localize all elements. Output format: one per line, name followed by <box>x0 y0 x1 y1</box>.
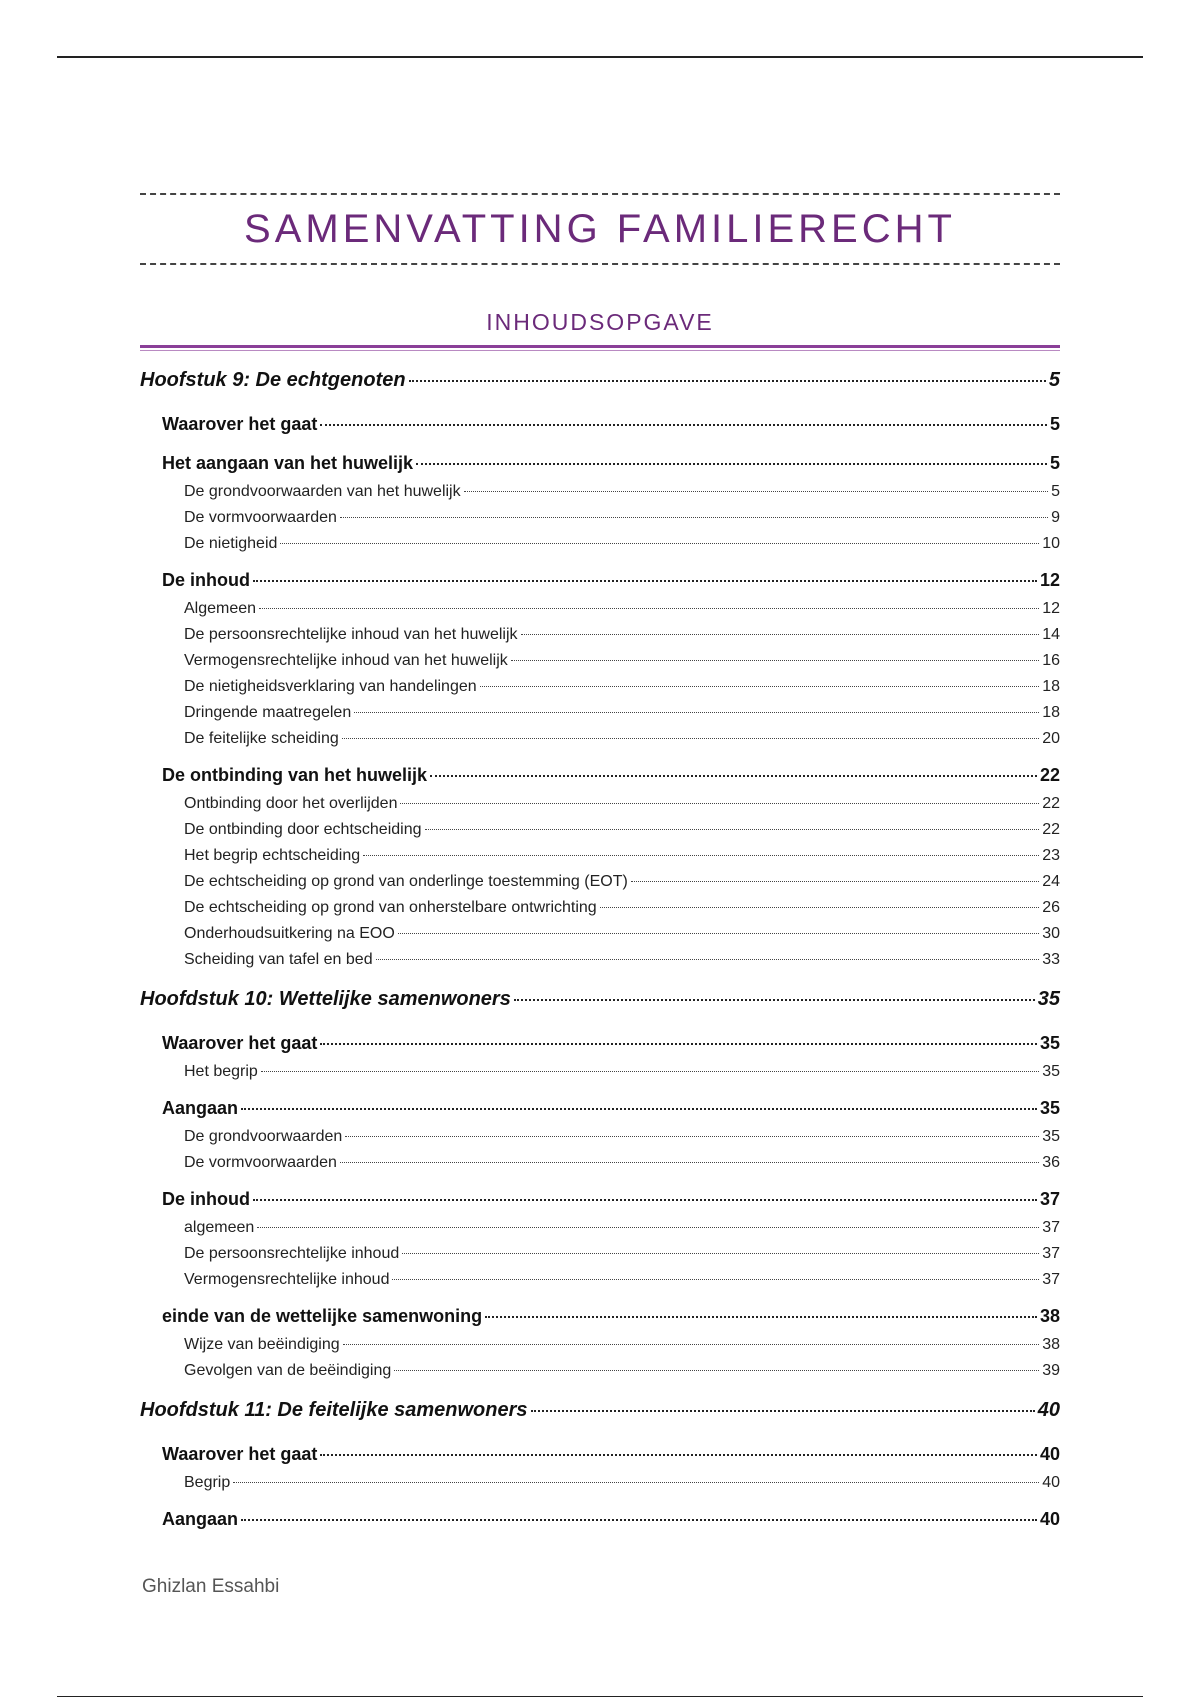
toc-entry-level-2[interactable] <box>140 1509 1060 1539</box>
toc-dot-leader <box>253 580 1037 582</box>
toc-entry-level-3[interactable] <box>140 795 1060 821</box>
toc-entry-page-number: 12 <box>1042 600 1060 617</box>
toc-dot-leader <box>376 959 1040 960</box>
author-name: Ghizlan Essahbi <box>142 1576 280 1597</box>
toc-entry-page-number: 36 <box>1042 1154 1060 1171</box>
toc-entry-page-number: 23 <box>1042 847 1060 864</box>
toc-entry-page-number: 39 <box>1042 1362 1060 1379</box>
toc-dot-leader <box>480 686 1040 687</box>
toc-entry-label: Dringende maatregelen <box>184 704 352 721</box>
toc-entry-level-1[interactable] <box>140 988 1060 1024</box>
toc-entry-label: De nietigheid <box>184 535 278 552</box>
toc-entry-label: De nietigheidsverklaring van handelingen <box>184 678 477 695</box>
toc-entry-level-3[interactable] <box>140 1063 1060 1089</box>
toc-entry-page-number: 22 <box>1039 765 1060 785</box>
toc-dot-leader <box>259 608 1039 609</box>
toc-dot-leader <box>340 1162 1039 1163</box>
toc-entry-label: De grondvoorwaarden <box>184 1128 343 1145</box>
toc-dot-leader <box>402 1253 1039 1254</box>
toc-entry-label: Het aangaan van het huwelijk <box>162 453 414 473</box>
toc-entry-level-2[interactable] <box>140 1444 1060 1474</box>
toc-dot-leader <box>261 1071 1039 1072</box>
toc-entry-level-2[interactable] <box>140 765 1060 795</box>
toc-dot-leader <box>511 660 1039 661</box>
toc-entry-level-3[interactable] <box>140 652 1060 678</box>
table-of-contents <box>140 369 1060 1539</box>
toc-entry-page-number: 22 <box>1042 821 1060 838</box>
toc-entry-label: De inhoud <box>162 1189 250 1209</box>
toc-entry-page-number: 37 <box>1042 1219 1060 1236</box>
toc-entry-page-number: 5 <box>1051 483 1060 500</box>
toc-entry-page-number: 35 <box>1042 1128 1060 1145</box>
toc-entry-page-number: 9 <box>1051 509 1060 526</box>
toc-entry-label: Algemeen <box>184 600 257 617</box>
toc-entry-level-1[interactable] <box>140 1399 1060 1435</box>
toc-entry-page-number: 5 <box>1049 414 1060 434</box>
toc-dot-leader <box>485 1316 1037 1318</box>
toc-entry-label: Waarover het gaat <box>162 1444 318 1464</box>
toc-dot-leader <box>409 380 1046 382</box>
toc-entry-page-number: 40 <box>1039 1509 1060 1529</box>
toc-dot-leader <box>514 999 1035 1001</box>
toc-heading <box>140 309 1060 336</box>
toc-entry-label: Aangaan <box>162 1098 239 1118</box>
toc-entry-label: algemeen <box>184 1219 255 1236</box>
toc-entry-page-number: 35 <box>1039 1033 1060 1053</box>
toc-entry-label: Onderhoudsuitkering na EOO <box>184 925 395 942</box>
toc-entry-label: Hoofdstuk 10: Wettelijke samenwoners <box>140 988 511 1010</box>
toc-entry-page-number: 26 <box>1042 899 1060 916</box>
toc-entry-label: De feitelijke scheiding <box>184 730 339 747</box>
toc-entry-label: De grondvoorwaarden van het huwelijk <box>184 483 461 500</box>
toc-entry-label: Waarover het gaat <box>162 1033 318 1053</box>
toc-entry-level-3[interactable] <box>140 951 1060 977</box>
toc-entry-label: Scheiding van tafel en bed <box>184 951 373 968</box>
toc-entry-label: De inhoud <box>162 570 250 590</box>
toc-entry-level-3[interactable] <box>140 1245 1060 1271</box>
toc-dot-leader <box>320 1454 1037 1456</box>
toc-entry-level-2[interactable] <box>140 414 1060 444</box>
toc-entry-level-3[interactable] <box>140 1219 1060 1245</box>
toc-entry-page-number: 30 <box>1042 925 1060 942</box>
toc-dot-leader <box>363 855 1039 856</box>
toc-entry-page-number: 24 <box>1042 873 1060 890</box>
toc-dot-leader <box>531 1410 1035 1412</box>
toc-entry-label: Begrip <box>184 1474 231 1491</box>
toc-entry-level-3[interactable] <box>140 847 1060 873</box>
page-top-rule <box>57 56 1143 58</box>
toc-entry-label: De echtscheiding op grond van onderlinge toestemming (EOT) <box>184 873 628 890</box>
toc-entry-level-3[interactable] <box>140 678 1060 704</box>
toc-entry-page-number: 20 <box>1042 730 1060 747</box>
toc-entry-page-number: 35 <box>1039 1098 1060 1118</box>
toc-entry-level-2[interactable] <box>140 1306 1060 1336</box>
toc-entry-label: Vermogensrechtelijke inhoud van het huwelijk <box>184 652 508 669</box>
toc-entry-page-number: 10 <box>1042 535 1060 552</box>
document-body <box>140 193 1060 1539</box>
toc-entry-level-3[interactable] <box>140 1336 1060 1362</box>
toc-entry-page-number: 35 <box>1037 988 1060 1010</box>
toc-entry-label: De persoonsrechtelijke inhoud <box>184 1245 400 1262</box>
toc-dot-leader <box>253 1199 1037 1201</box>
toc-entry-label: De vormvoorwaarden <box>184 509 337 526</box>
toc-entry-label: Vermogensrechtelijke inhoud <box>184 1271 390 1288</box>
toc-entry-label: De ontbinding van het huwelijk <box>162 765 428 785</box>
toc-entry-level-3[interactable] <box>140 626 1060 652</box>
toc-entry-level-3[interactable] <box>140 509 1060 535</box>
toc-entry-page-number: 14 <box>1042 626 1060 643</box>
toc-entry-level-3[interactable] <box>140 600 1060 626</box>
toc-dot-leader <box>320 424 1047 426</box>
toc-entry-level-3[interactable] <box>140 483 1060 509</box>
toc-dot-leader <box>320 1043 1037 1045</box>
toc-dot-leader <box>241 1519 1037 1521</box>
toc-entry-page-number: 16 <box>1042 652 1060 669</box>
toc-entry-level-3[interactable] <box>140 730 1060 756</box>
toc-dot-leader <box>354 712 1039 713</box>
toc-entry-page-number: 38 <box>1042 1336 1060 1353</box>
toc-entry-page-number: 5 <box>1049 453 1060 473</box>
toc-entry-label: Hoofdstuk 11: De feitelijke samenwoners <box>140 1399 528 1421</box>
toc-entry-page-number: 33 <box>1042 951 1060 968</box>
toc-dot-leader <box>394 1370 1039 1371</box>
toc-entry-level-1[interactable] <box>140 369 1060 405</box>
toc-entry-level-2[interactable] <box>140 453 1060 483</box>
toc-entry-page-number: 37 <box>1042 1245 1060 1262</box>
toc-dot-leader <box>521 634 1040 635</box>
toc-entry-level-3[interactable] <box>140 821 1060 847</box>
toc-entry-page-number: 5 <box>1048 369 1060 391</box>
toc-entry-page-number: 40 <box>1039 1444 1060 1464</box>
toc-dot-leader <box>345 1136 1039 1137</box>
toc-entry-level-3[interactable] <box>140 873 1060 899</box>
toc-entry-level-3[interactable] <box>140 925 1060 951</box>
toc-entry-page-number: 22 <box>1042 795 1060 812</box>
toc-entry-page-number: 18 <box>1042 678 1060 695</box>
toc-dot-leader <box>233 1482 1039 1483</box>
toc-entry-level-3[interactable] <box>140 1271 1060 1297</box>
toc-entry-label: Gevolgen van de beëindiging <box>184 1362 392 1379</box>
toc-dot-leader <box>257 1227 1039 1228</box>
toc-dot-leader <box>430 775 1037 777</box>
toc-dot-leader <box>400 803 1039 804</box>
toc-dot-leader <box>343 1344 1040 1345</box>
toc-entry-level-3[interactable] <box>140 1362 1060 1388</box>
toc-title: INHOUDSOPGAVE <box>486 309 714 335</box>
toc-entry-page-number: 37 <box>1039 1189 1060 1209</box>
toc-entry-level-3[interactable] <box>140 535 1060 561</box>
toc-entry-label: De persoonsrechtelijke inhoud van het huwelijk <box>184 626 518 643</box>
toc-dot-leader <box>631 881 1039 882</box>
toc-dot-leader <box>416 463 1047 465</box>
toc-dot-leader <box>425 829 1040 830</box>
toc-entry-level-3[interactable] <box>140 1474 1060 1500</box>
toc-dot-leader <box>464 491 1048 492</box>
toc-entry-page-number: 40 <box>1042 1474 1060 1491</box>
toc-dot-leader <box>600 907 1040 908</box>
toc-entry-page-number: 18 <box>1042 704 1060 721</box>
toc-heading-rule <box>140 345 1060 351</box>
toc-entry-label: Hoofstuk 9: De echtgenoten <box>140 369 406 391</box>
document-title: SAMENVATTING FAMILIERECHT <box>244 206 956 251</box>
toc-entry-level-2[interactable] <box>140 1033 1060 1063</box>
toc-entry-label: Aangaan <box>162 1509 239 1529</box>
toc-entry-label: De vormvoorwaarden <box>184 1154 337 1171</box>
toc-entry-label: Ontbinding door het overlijden <box>184 795 398 812</box>
toc-dot-leader <box>342 738 1039 739</box>
toc-entry-level-3[interactable] <box>140 704 1060 730</box>
title-box <box>140 193 1060 265</box>
toc-entry-level-3[interactable] <box>140 1128 1060 1154</box>
toc-entry-page-number: 40 <box>1037 1399 1060 1421</box>
toc-entry-level-3[interactable] <box>140 1154 1060 1180</box>
toc-entry-page-number: 35 <box>1042 1063 1060 1080</box>
toc-entry-label: Wijze van beëindiging <box>184 1336 340 1353</box>
toc-dot-leader <box>340 517 1048 518</box>
toc-entry-label: Het begrip echtscheiding <box>184 847 361 864</box>
toc-entry-level-2[interactable] <box>140 570 1060 600</box>
toc-entry-label: De echtscheiding op grond van onherstelbare ontwrichting <box>184 899 597 916</box>
page-bottom-rule <box>57 1696 1143 1697</box>
toc-entry-page-number: 12 <box>1039 570 1060 590</box>
toc-dot-leader <box>398 933 1039 934</box>
toc-dot-leader <box>392 1279 1039 1280</box>
toc-dot-leader <box>280 543 1039 544</box>
toc-entry-label: De ontbinding door echtscheiding <box>184 821 422 838</box>
toc-entry-level-2[interactable] <box>140 1098 1060 1128</box>
toc-entry-level-2[interactable] <box>140 1189 1060 1219</box>
toc-entry-label: Het begrip <box>184 1063 258 1080</box>
toc-entry-level-3[interactable] <box>140 899 1060 925</box>
toc-entry-label: Waarover het gaat <box>162 414 318 434</box>
toc-entry-page-number: 37 <box>1042 1271 1060 1288</box>
toc-entry-page-number: 38 <box>1039 1306 1060 1326</box>
toc-dot-leader <box>241 1108 1037 1110</box>
toc-entry-label: einde van de wettelijke samenwoning <box>162 1306 483 1326</box>
